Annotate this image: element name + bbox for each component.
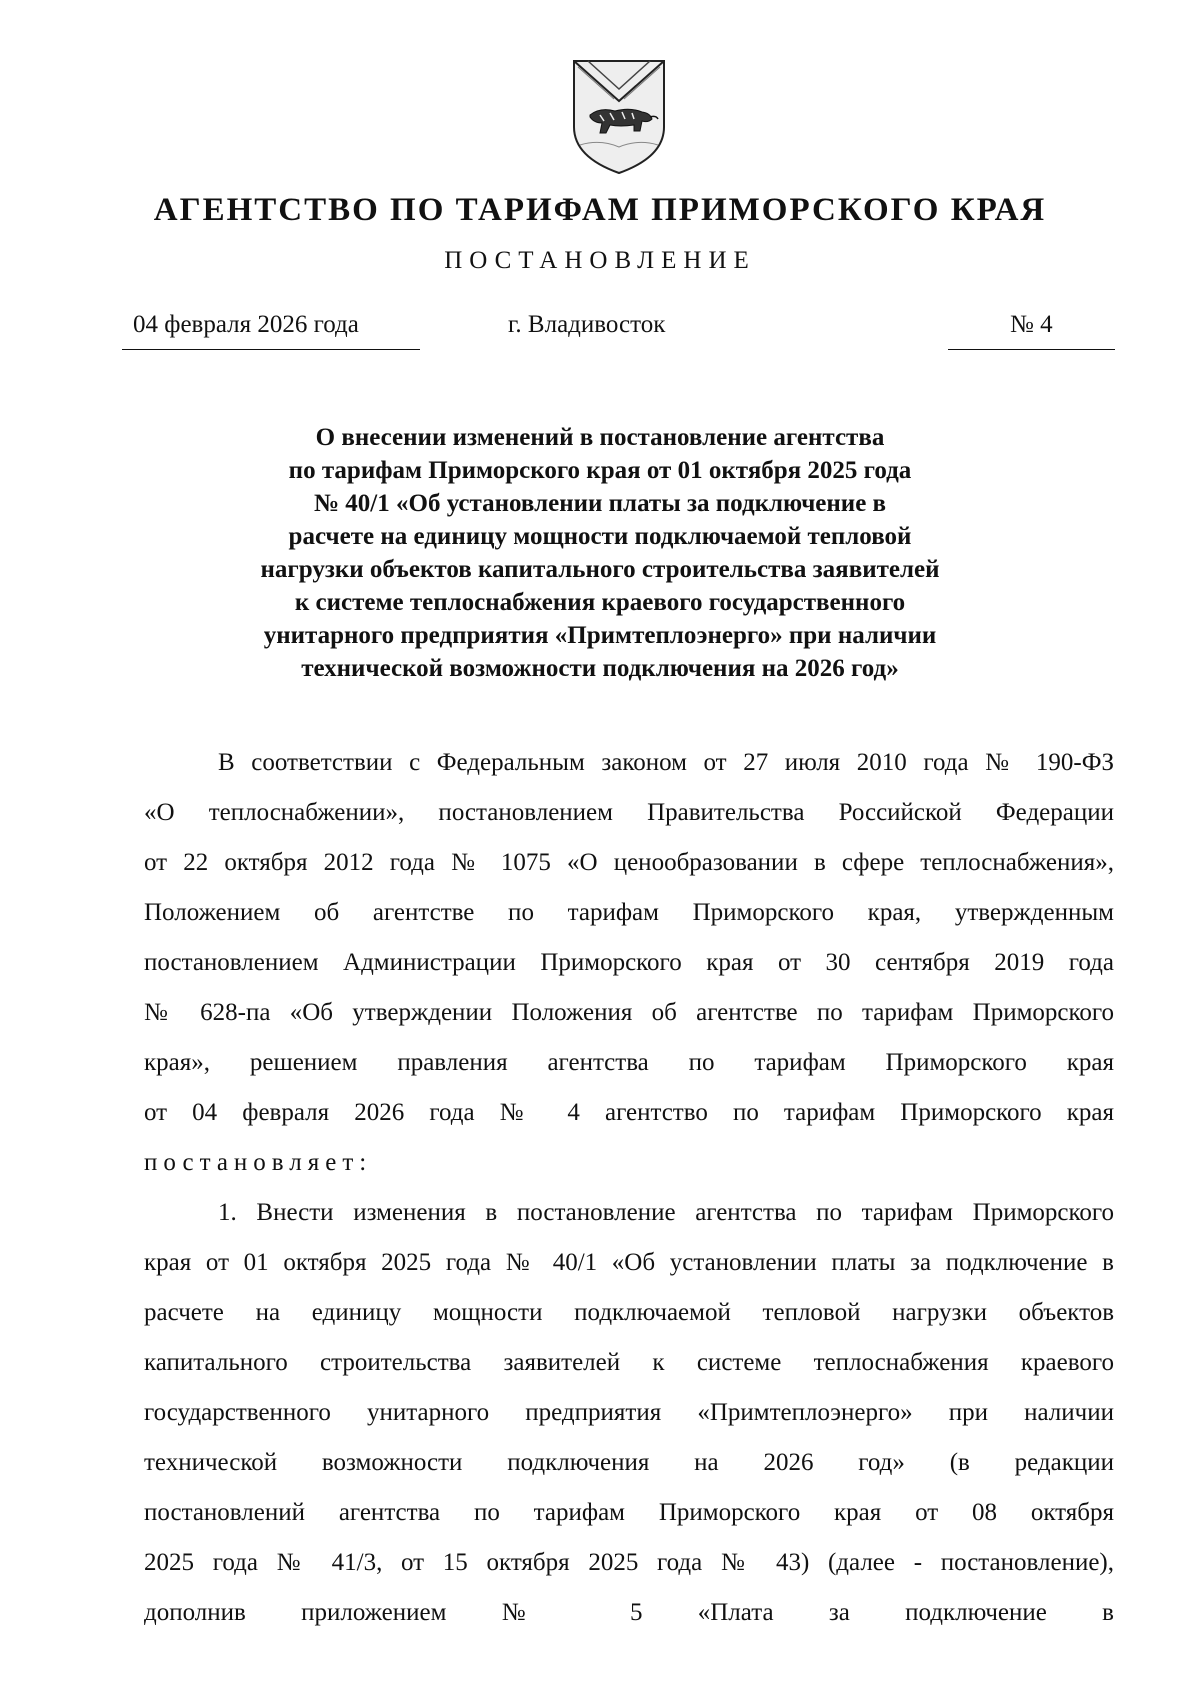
body-line: постановляет: xyxy=(144,1149,373,1176)
body-line: от 04 февраля 2026 года № 4 агентство по тарифам Приморского края xyxy=(144,1099,1114,1126)
body-line: В соответствии с Федеральным законом от 27 июля 2010 года № 190-ФЗ xyxy=(218,749,1114,776)
title-line: к системе теплоснабжения краевого государственного xyxy=(294,589,906,616)
document-type: ПОСТАНОВЛЕНИЕ xyxy=(444,247,756,274)
document-date: 04 февраля 2026 года xyxy=(133,311,359,338)
date-underline xyxy=(122,349,420,350)
title-line: № 40/1 «Об установлении платы за подключение в xyxy=(313,490,887,517)
body-line: 2025 года № 41/3, от 15 октября 2025 года № 43) (далее - постановление), xyxy=(144,1549,1114,1576)
title-line: по тарифам Приморского края от 01 октября 2025 года xyxy=(288,457,912,484)
title-line: О внесении изменений в постановление агентства xyxy=(315,424,885,451)
body-line: капитального строительства заявителей к системе теплоснабжения краевого xyxy=(144,1349,1114,1376)
document-title xyxy=(180,421,1020,685)
body-line: Положением об агентстве по тарифам Приморского края, утвержденным xyxy=(144,899,1114,926)
title-line: нагрузки объектов капитального строительства заявителей xyxy=(260,556,940,583)
body-line: 1. Внести изменения в постановление агентства по тарифам Приморского xyxy=(218,1199,1114,1226)
body-line: № 628-па «Об утверждении Положения об агентстве по тарифам Приморского xyxy=(144,999,1114,1026)
body-line: края», решением правления агентства по тарифам Приморского края xyxy=(144,1049,1114,1076)
document-city: г. Владивосток xyxy=(508,311,666,338)
body-line: края от 01 октября 2025 года № 40/1 «Об установлении платы за подключение в xyxy=(144,1249,1114,1276)
coat-of-arms-emblem xyxy=(570,57,668,177)
body-line: постановлений агентства по тарифам Приморского края от 08 октября xyxy=(144,1499,1114,1526)
body-line: «О теплоснабжении», постановлением Правительства Российской Федерации xyxy=(144,799,1114,826)
title-line: унитарного предприятия «Примтеплоэнерго» при наличии xyxy=(263,622,937,649)
agency-name: АГЕНТСТВО ПО ТАРИФАМ ПРИМОРСКОГО КРАЯ xyxy=(153,192,1047,228)
body-line: государственного унитарного предприятия «Примтеплоэнерго» при наличии xyxy=(144,1399,1114,1426)
body-line: технической возможности подключения на 2026 год» (в редакции xyxy=(144,1449,1114,1476)
body-line: расчете на единицу мощности подключаемой тепловой нагрузки объектов xyxy=(144,1299,1114,1326)
document-body xyxy=(144,738,1114,1638)
title-line: расчете на единицу мощности подключаемой тепловой xyxy=(288,523,912,550)
document-number: № 4 xyxy=(1010,311,1053,338)
title-line: технической возможности подключения на 2026 год» xyxy=(301,655,899,682)
body-line: от 22 октября 2012 года № 1075 «О ценообразовании в сфере теплоснабжения», xyxy=(144,849,1114,876)
body-line: дополнив приложением № 5 «Плата за подключение в xyxy=(144,1599,1114,1626)
body-line: постановлением Администрации Приморского края от 30 сентября 2019 года xyxy=(144,949,1114,976)
number-underline xyxy=(948,349,1115,350)
